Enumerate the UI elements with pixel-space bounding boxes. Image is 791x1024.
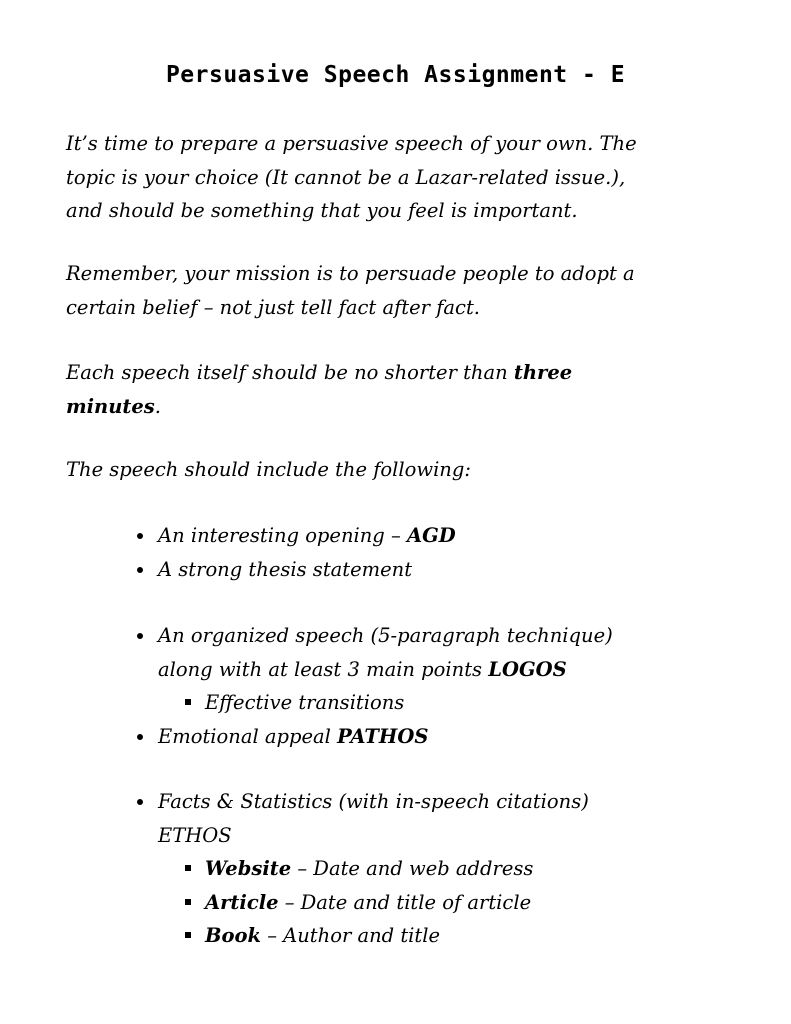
length-minutes: minutes <box>66 394 155 418</box>
length-period: . <box>154 394 161 418</box>
book-label: Book <box>205 924 262 947</box>
list-item-facts <box>158 785 718 953</box>
intro-line-1: It’s time to prepare a persuasive speech of your own. The <box>66 132 637 155</box>
opening-text: An interesting opening – <box>158 524 407 547</box>
list-item-emotional <box>158 720 718 754</box>
citation-sublist <box>158 852 718 953</box>
requirements-list-2 <box>158 619 718 753</box>
book-text: – Author and title <box>261 924 441 947</box>
list-item-opening <box>158 519 718 553</box>
sub-item-transitions <box>205 686 718 720</box>
article-label: Article <box>205 890 279 914</box>
list-item-thesis <box>158 553 718 587</box>
emotional-text: Emotional appeal <box>158 724 338 748</box>
organized-tag: LOGOS <box>488 657 567 681</box>
intro-paragraph <box>66 127 726 228</box>
list-item-organized <box>158 619 718 720</box>
include-heading: The speech should include the following: <box>66 458 471 481</box>
facts-tag: ETHOS <box>158 823 232 847</box>
article-text: – Date and title of article <box>278 890 532 914</box>
thesis-text: A strong thesis statement <box>158 557 413 581</box>
emotional-tag: PATHOS <box>337 724 429 748</box>
page-title: Persuasive Speech Assignment - E <box>165 62 626 88</box>
mission-paragraph <box>66 257 726 324</box>
mission-emphasis: persuade <box>364 262 457 285</box>
opening-tag: AGD <box>406 524 456 547</box>
organized-sublist <box>158 686 718 720</box>
length-paragraph <box>66 356 726 423</box>
intro-line-3: and should be something that you feel is important. <box>66 199 578 222</box>
mission-line-2: certain belief – not just tell fact after fact. <box>66 295 481 319</box>
sub-item-article <box>205 886 718 920</box>
length-three: three <box>513 361 573 384</box>
requirements-list-1 <box>158 519 718 586</box>
intro-line-2: topic is your choice (It cannot be a Lazar-related issue.), <box>66 165 626 189</box>
mission-text-post: people to adopt a <box>456 262 635 285</box>
facts-line-1: Facts & Statistics (with in-speech citations) <box>158 790 589 813</box>
sub-item-book <box>205 919 718 953</box>
website-label: Website <box>205 857 292 880</box>
sub-item-website <box>205 852 718 886</box>
website-text: – Date and web address <box>291 857 534 880</box>
organized-line-2: along with at least 3 main points <box>158 657 489 681</box>
requirements-list-3 <box>158 785 718 953</box>
transitions-text: Effective transitions <box>205 691 405 714</box>
organized-line-1: An organized speech (5-paragraph technique) <box>158 624 613 647</box>
mission-text-pre: Remember, your mission is to <box>66 262 365 285</box>
length-text: Each speech itself should be no shorter than <box>66 361 514 384</box>
